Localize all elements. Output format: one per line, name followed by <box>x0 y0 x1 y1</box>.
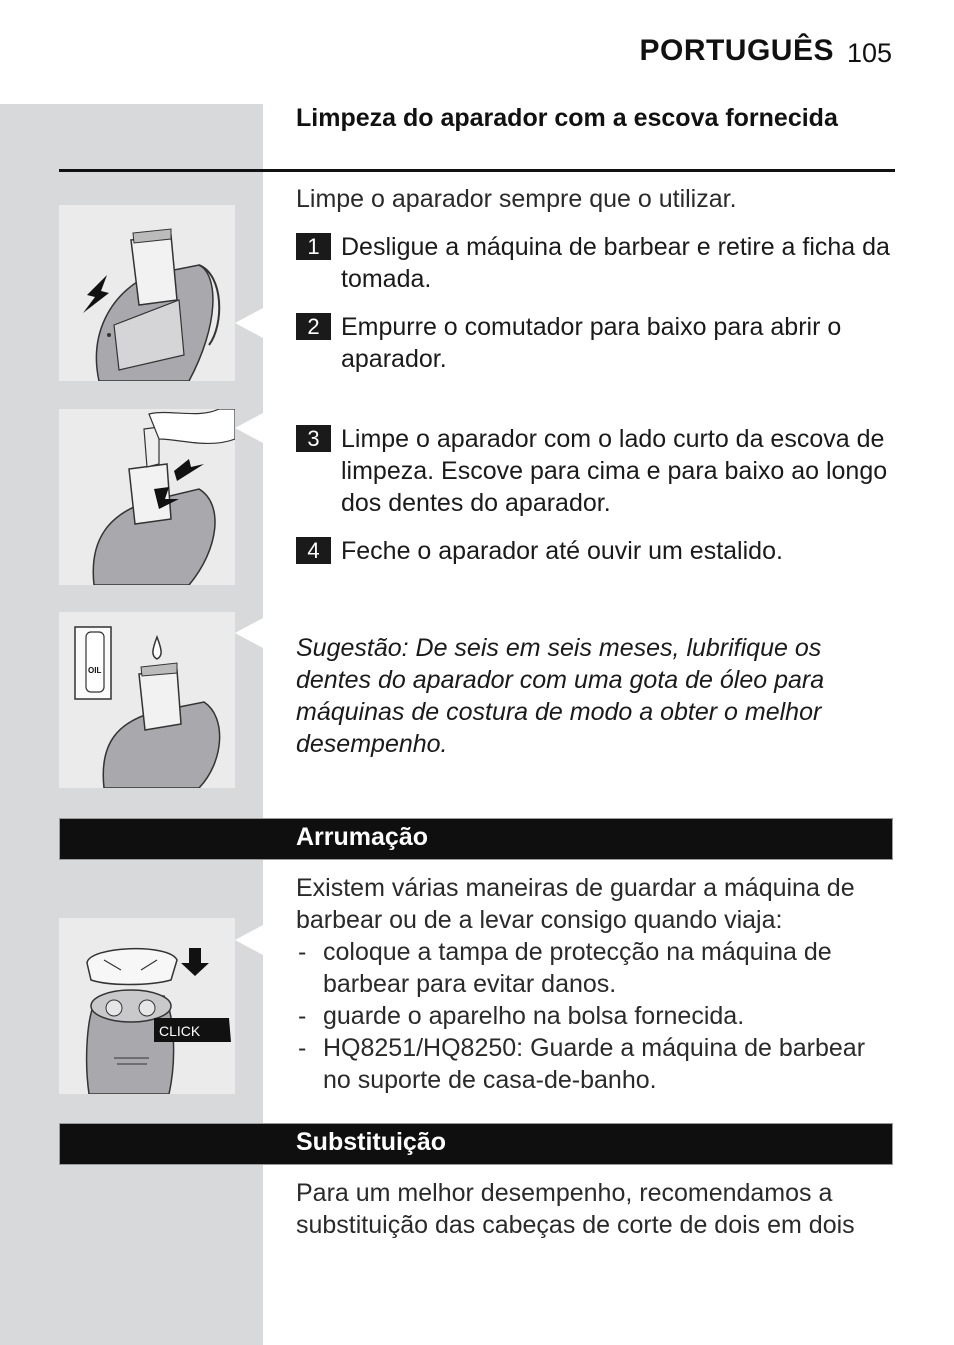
list-item: - HQ8251/HQ8250: Guarde a máquina de barbear no suporte de casa-de-banho. <box>296 1032 896 1096</box>
brush-cleaning-illustration <box>59 409 235 585</box>
step-text: Empurre o comutador para baixo para abrir o aparador. <box>341 313 842 373</box>
cleaning-section-title: Limpeza do aparador com a escova fornecida <box>296 104 838 132</box>
step-number: 4 <box>296 537 331 564</box>
pointer-icon <box>235 308 263 338</box>
storage-list <box>296 936 896 1096</box>
step-3 <box>296 423 896 519</box>
oil-label: OIL <box>88 666 102 675</box>
page-number: 105 <box>846 38 892 68</box>
storage-text <box>296 872 896 1096</box>
step-text: Limpe o aparador com o lado curto da escova de limpeza. Escove para cima e para baixo ao longo dos dentes do aparador. <box>341 425 888 517</box>
open-trimmer-illustration <box>59 205 235 381</box>
storage-intro: Existem várias maneiras de guardar a máquina de barbear ou de a levar consigo quando viaja: <box>296 874 855 934</box>
replacement-text: Para um melhor desempenho, recomendamos a substituição das cabeças de corte de dois em dois <box>296 1179 855 1239</box>
step-1 <box>296 231 896 295</box>
oil-trimmer-illustration <box>59 612 235 788</box>
replacement-heading-bar <box>59 1123 893 1165</box>
step-text: Feche o aparador até ouvir um estalido. <box>341 537 783 565</box>
language-heading: PORTUGUÊS <box>639 34 834 67</box>
step-number: 2 <box>296 313 331 340</box>
step-4 <box>296 535 896 567</box>
pointer-icon <box>235 413 263 443</box>
list-item: - guarde o aparelho na bolsa fornecida. <box>296 1000 896 1032</box>
click-label: CLICK <box>159 1023 201 1039</box>
storage-section-title: Arrumação <box>296 823 428 851</box>
list-item: - coloque a tampa de protecção na máquina de barbear para evitar danos. <box>296 936 896 1000</box>
step-text: Desligue a máquina de barbear e retire a ficha da tomada. <box>341 233 890 293</box>
step-2 <box>296 311 896 375</box>
storage-heading-bar <box>59 818 893 860</box>
tip-text: Sugestão: De seis em seis meses, lubrifique os dentes do aparador com uma gota de óleo para máquinas de costura de modo a obter o melhor desempenho. <box>296 634 825 758</box>
step-number: 1 <box>296 233 331 260</box>
replacement-section-title: Substituição <box>296 1128 447 1156</box>
step-number: 3 <box>296 425 331 452</box>
cleaning-intro: Limpe o aparador sempre que o utilizar. <box>296 185 737 213</box>
section-rule <box>59 169 895 172</box>
pointer-icon <box>235 925 263 955</box>
pointer-icon <box>235 618 263 648</box>
protection-cap-illustration <box>59 918 235 1094</box>
